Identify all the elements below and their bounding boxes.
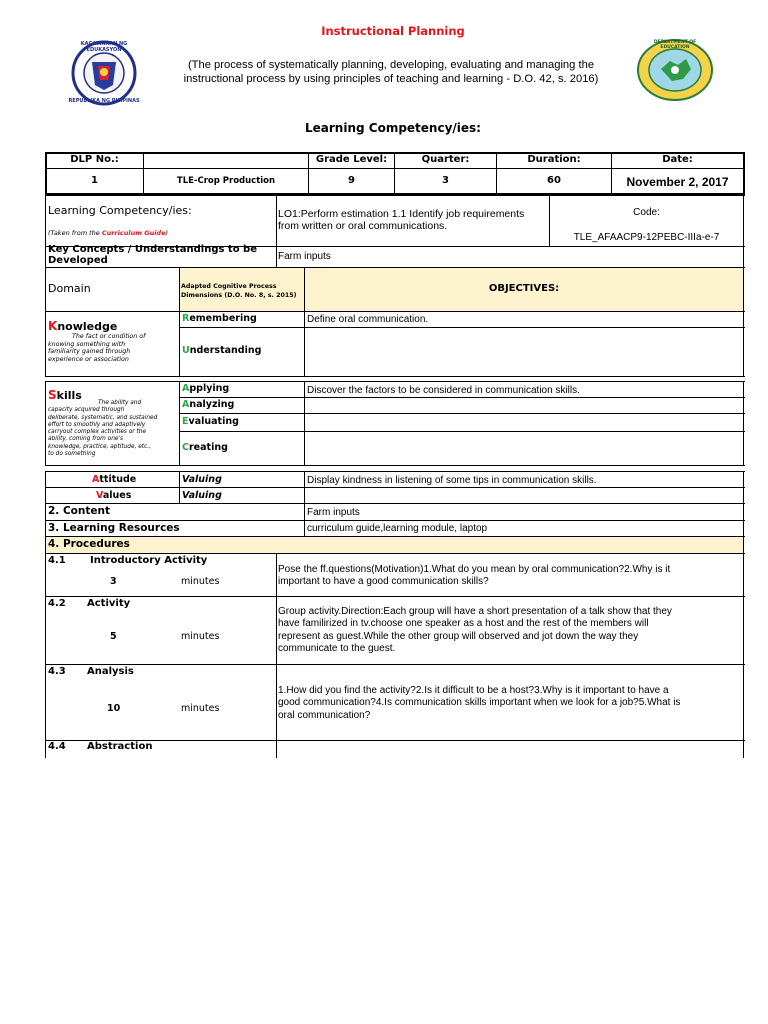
proc-1-text	[278, 564, 670, 588]
curriculum-guide-link: Curriculum Guide	[101, 229, 166, 237]
knowledge-desc-2: knowing something with	[48, 340, 126, 348]
understanding-label	[182, 345, 261, 356]
creating-rest: reating	[188, 442, 228, 453]
proc-3-line-3: oral communication?	[278, 709, 371, 721]
knowledge-initial: K	[48, 319, 58, 333]
source-suffix: )	[165, 229, 169, 237]
code-value: TLE_AFAACP9-12PEBC-IIIa-e-7	[573, 232, 720, 243]
proc-2-line-2: have familirized in tv.choose one speaker as a host and the rest of the members will	[278, 618, 649, 630]
proc-3-minutes-label: minutes	[181, 703, 220, 714]
dimensions-cell	[180, 268, 304, 311]
resources-value: curriculum guide,learning module, laptop	[307, 523, 488, 534]
evaluating-label	[182, 416, 239, 427]
proc-1-number: 4.1	[48, 555, 66, 566]
attitude-objective: Display kindness in listening of some tips in communication skills.	[307, 475, 597, 486]
proc-2-line-1: Group activity.Direction:Each group will have a short presentation of a talk show that they	[278, 606, 672, 617]
competency-label: Learning Competency/ies:	[48, 204, 192, 217]
key-concepts-value: Farm inputs	[278, 251, 331, 262]
knowledge-label	[48, 319, 117, 333]
attitude-label	[92, 474, 136, 485]
competency-text	[278, 208, 524, 232]
skills-desc-4: effort to smoothly and adaptively	[48, 421, 146, 428]
date-label: Date:	[662, 154, 693, 165]
proc-4-name: Abstraction	[87, 741, 153, 752]
proc-3-text	[278, 685, 680, 722]
attitude-initial: A	[92, 474, 100, 485]
content-label: 2. Content	[48, 505, 110, 517]
quarter-value: 3	[442, 175, 449, 186]
proc-3-number: 4.3	[48, 666, 66, 677]
deped-seal-right	[636, 39, 714, 101]
left-seal-text-top: KAGAWARAN NG EDUKASYON	[80, 41, 128, 53]
objectives-header: OBJECTIVES:	[305, 268, 743, 311]
proc-1-minutes-value: 3	[110, 576, 117, 587]
skills-rest: kills	[56, 389, 82, 402]
analyzing-label	[182, 399, 234, 410]
source-prefix: (Taken from the	[48, 229, 102, 237]
skills-description	[48, 400, 178, 458]
date-value: November 2, 2017	[626, 175, 729, 189]
knowledge-desc-4: experience or association	[48, 355, 129, 363]
proc-2-number: 4.2	[48, 598, 66, 609]
skills-desc-6: ability, coming from one's	[48, 436, 124, 443]
left-seal-text-bottom: REPUBLIKA NG PILIPINAS	[68, 98, 140, 104]
right-seal-text: DEPARTMENT OF EDUCATION	[653, 40, 697, 50]
values-rest: alues	[102, 490, 132, 501]
code-label: Code:	[633, 207, 660, 218]
proc-1-minutes-label: minutes	[181, 576, 220, 587]
key-concepts-label	[48, 244, 257, 266]
creating-initial: C	[182, 442, 189, 453]
analyzing-rest: nalyzing	[189, 399, 235, 410]
applying-initial: A	[182, 383, 190, 394]
valuing-values: Valuing	[182, 490, 222, 501]
valuing-attitude: Valuing	[182, 474, 222, 485]
creating-label	[182, 442, 228, 453]
competency-line-2: from written or oral communications.	[278, 220, 448, 232]
applying-objective: Discover the factors to be considered in communication skills.	[307, 385, 580, 396]
dimensions-line-2: Dimensions (D.O. No. 8, s. 2015)	[181, 292, 297, 299]
duration-value: 60	[547, 175, 561, 186]
grade-label: Grade Level:	[315, 154, 388, 165]
proc-2-text	[278, 606, 672, 655]
skills-initial: S	[48, 388, 57, 402]
proc-2-name: Activity	[87, 598, 131, 609]
main-title: Learning Competency/ies:	[305, 121, 481, 135]
knowledge-desc-1: The fact or condition of	[72, 333, 146, 340]
analyzing-initial: A	[182, 399, 190, 410]
remembering-initial: R	[182, 313, 190, 324]
proc-3-minutes-value: 10	[107, 703, 121, 714]
dlp-label: DLP No.:	[70, 154, 119, 165]
proc-1-line-1: Pose the ff.questions(Motivation)1.What do you mean by oral communication?2.Why is it	[278, 564, 671, 575]
dimensions-line-1: Adapted Cognitive Process	[181, 283, 277, 290]
attitude-rest: ttitude	[99, 474, 137, 485]
remembering-label	[182, 313, 257, 324]
proc-1-name: Introductory Activity	[90, 555, 208, 566]
proc-2-minutes-label: minutes	[181, 631, 220, 642]
values-initial: V	[96, 490, 103, 501]
applying-rest: pplying	[189, 383, 230, 394]
duration-label: Duration:	[527, 154, 581, 165]
quarter-label: Quarter:	[421, 154, 470, 165]
intro-line-1: (The process of systematically planning, developing, evaluating and managing the	[187, 59, 595, 71]
proc-3-line-1: 1.How did you find the activity?2.Is it difficult to be a host?3.Why is it important to have a	[278, 685, 669, 696]
proc-2-line-3: represent as guest.While the other group will observed and jot down the way they	[278, 630, 639, 642]
skills-desc-3: deliberate, systematic, and sustained	[48, 414, 158, 421]
procedures-header: 4. Procedures	[46, 537, 743, 553]
dlp-value: 1	[91, 175, 98, 186]
page-heading: Instructional Planning	[321, 24, 465, 38]
remembering-rest: emembering	[189, 313, 257, 324]
intro-line-2: instructional process by using principles of teaching and learning - D.O. 42, s. 2016)	[183, 73, 599, 85]
grade-value: 9	[348, 175, 355, 186]
remembering-objective: Define oral communication.	[307, 314, 429, 325]
understanding-initial: U	[182, 345, 190, 356]
understanding-rest: nderstanding	[189, 345, 262, 356]
knowledge-rest: nowledge	[57, 320, 118, 333]
applying-label	[182, 383, 229, 394]
values-label	[96, 490, 131, 501]
knowledge-desc-3: familiarity gained through	[48, 348, 131, 355]
deped-seal-left	[61, 40, 147, 106]
skills-desc-7: knowledge, practice, aptitude, etc.,	[48, 443, 151, 450]
evaluating-initial: E	[182, 416, 189, 427]
evaluating-rest: valuating	[188, 416, 239, 427]
content-value: Farm inputs	[307, 507, 360, 518]
intro-text	[156, 58, 626, 86]
competency-line-1: LO1:Perform estimation 1.1 Identify job requirements	[278, 208, 525, 220]
proc-1-line-2: important to have a good communication skills?	[278, 576, 489, 587]
proc-3-line-2: good communication?4.Is communication skills important when we look for a job?5.What is	[278, 697, 681, 709]
resources-label: 3. Learning Resources	[48, 522, 180, 534]
knowledge-description	[48, 333, 178, 363]
key-concepts-line-1: Key Concepts / Understandings to be	[48, 244, 257, 255]
skills-desc-2: capacity acquired through	[48, 407, 125, 414]
curriculum-guide-note	[48, 229, 168, 237]
skills-desc-5: carryout complex activities or the	[48, 429, 147, 436]
proc-3-name: Analysis	[87, 666, 134, 677]
domain-label: Domain	[48, 282, 91, 295]
skills-desc-1: The ability and	[98, 400, 142, 406]
subject-value: TLE-Crop Production	[176, 176, 276, 186]
proc-4-number: 4.4	[48, 741, 66, 752]
key-concepts-line-2: Developed	[48, 255, 108, 266]
proc-2-line-4: communicate to the guest.	[278, 642, 396, 654]
skills-desc-8: to do something	[48, 451, 96, 458]
proc-2-minutes-value: 5	[110, 631, 117, 642]
